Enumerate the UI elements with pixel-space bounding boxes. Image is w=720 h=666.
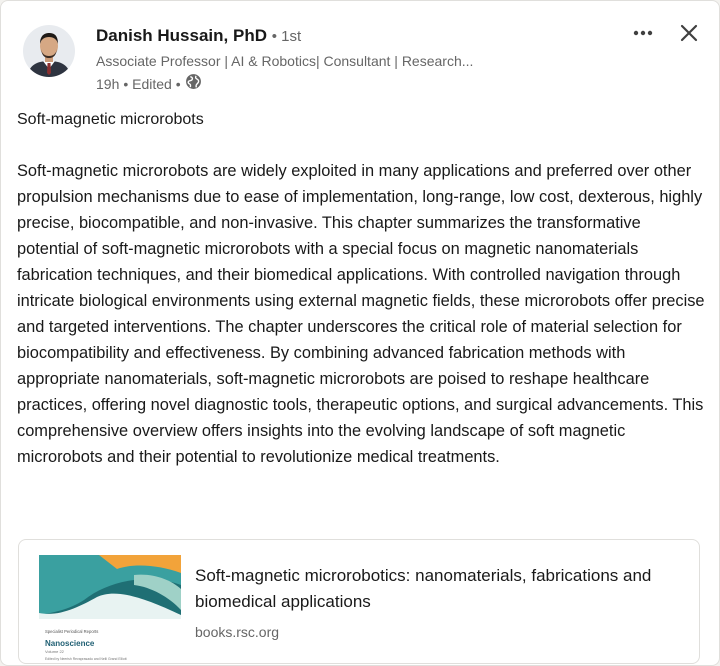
globe-icon bbox=[185, 73, 202, 94]
connection-degree: • 1st bbox=[271, 28, 302, 45]
link-thumbnail bbox=[39, 555, 181, 664]
thumb-editors: Edited by Neerish Revaprasadu and Nelli Grand Elliott bbox=[45, 657, 127, 661]
author-name-text: Danish Hussain, PhD bbox=[96, 26, 267, 45]
author-headline: Associate Professor | AI & Robotics| Consultant | Research... bbox=[96, 53, 474, 69]
post-title: Soft-magnetic microrobots bbox=[17, 111, 204, 128]
avatar-image bbox=[23, 25, 75, 77]
link-domain: books.rsc.org bbox=[195, 624, 280, 640]
close-icon bbox=[680, 24, 698, 42]
link-title[interactable]: Soft-magnetic microrobotics: nanomaterials, fabrications and biomedical applications bbox=[195, 566, 652, 611]
more-options-button[interactable] bbox=[629, 23, 657, 43]
thumb-volume: Volume 22 bbox=[45, 649, 64, 654]
author-avatar[interactable] bbox=[23, 25, 75, 77]
edited-label: • Edited • bbox=[123, 75, 181, 92]
more-options-icon bbox=[633, 30, 653, 36]
thumb-series-label: Specialist Periodical Reports bbox=[45, 629, 99, 634]
author-name[interactable] bbox=[96, 25, 301, 48]
post-body: Soft-magnetic microrobots are widely exploited in many applications and preferred over other propulsion mechanisms due to ease of implementation, long-range, low cost, dexterous, highly precise, biocompatible, and non-invasive. This chapter summarizes the transformative potential of soft-magnetic microrobots with a special focus on magnetic nanomaterials fabrication techniques, and their biomedical applications. With controlled navigation through intricate biological environments using external magnetic fields, these microrobots offer precise and targeted interventions. The chapter underscores the critical role of material selection for biocompatibility and effectiveness. By combining advanced fabrication methods with appropriate nanomaterials, soft-magnetic microrobots are poised to reshape healthcare practices, offering novel diagnostic tools, therapeutic options, and surgical advancements. This comprehensive overview offers insights into the evolving landscape of soft magnetic microrobots and their potential to revolutionize medical treatments. bbox=[17, 162, 705, 466]
link-preview-card[interactable] bbox=[18, 539, 700, 664]
thumb-book-title: Nanoscience bbox=[45, 639, 95, 648]
post-meta bbox=[96, 73, 202, 94]
post-time: 19h bbox=[96, 75, 120, 92]
close-button[interactable] bbox=[677, 21, 701, 45]
